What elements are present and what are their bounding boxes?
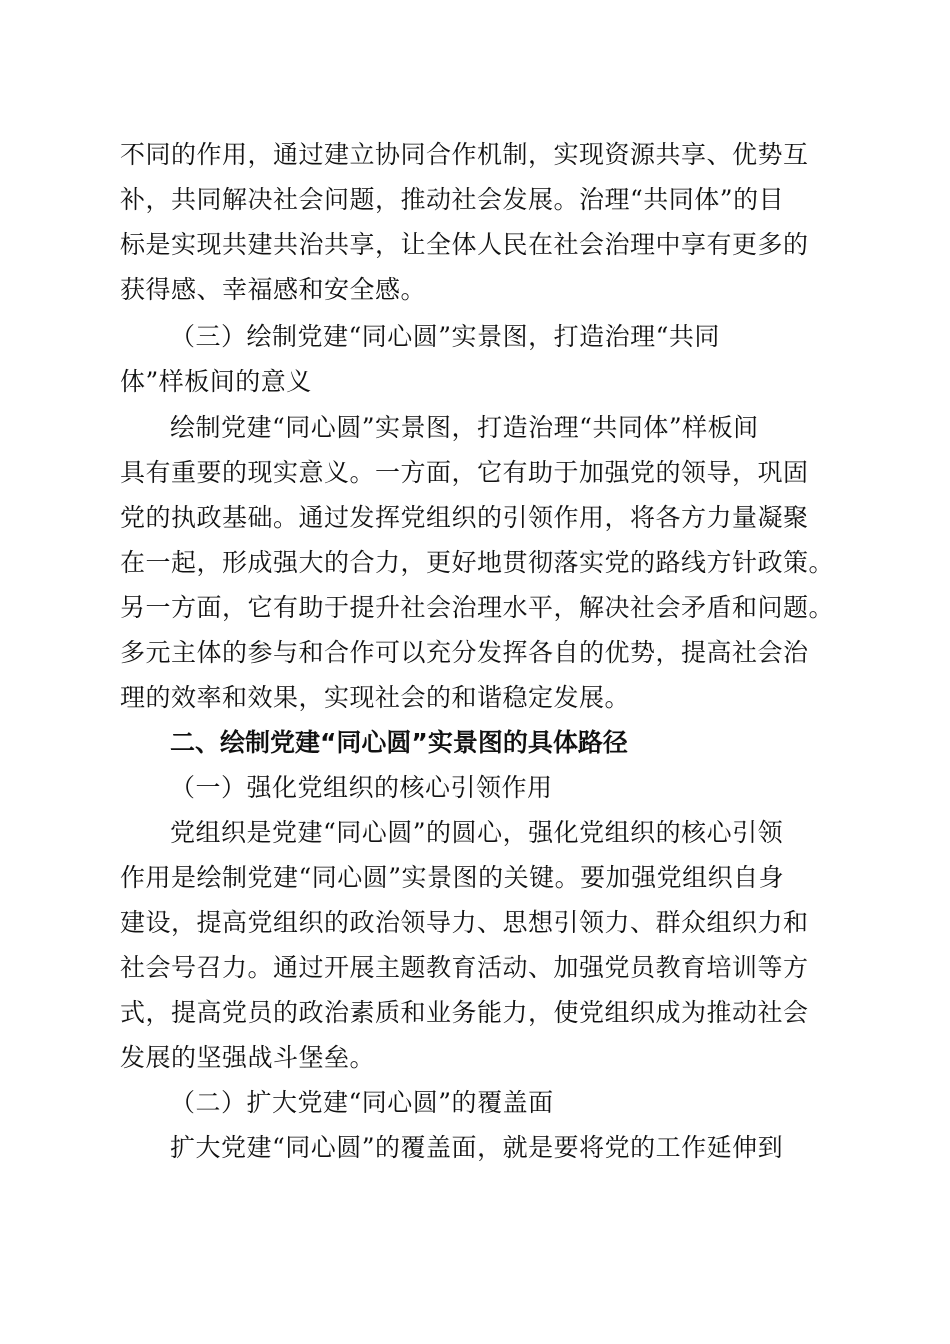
body-line: 具有重要的现实意义。一方面，它有助于加强党的领导，巩固 bbox=[120, 458, 809, 487]
body-line: 在一起，形成强大的合力，更好地贯彻落实党的路线方针政策。 bbox=[120, 548, 835, 577]
body-line: 扩大党建“同心圆”的覆盖面，就是要将党的工作延伸到 bbox=[170, 1133, 784, 1162]
subheading-3-line-2: 体”样板间的意义 bbox=[120, 367, 312, 396]
body-line: 建设，提高党组织的政治领导力、思想引领力、群众组织力和 bbox=[120, 908, 809, 937]
body-line: 不同的作用，通过建立协同合作机制，实现资源共享、优势互 bbox=[120, 140, 809, 169]
body-line: 党组织是党建“同心圆”的圆心，强化党组织的核心引领 bbox=[170, 818, 784, 847]
subheading-3-line-1: （三）绘制党建“同心圆”实景图，打造治理“共同 bbox=[170, 322, 720, 351]
subheading-2: （二）扩大党建“同心圆”的覆盖面 bbox=[170, 1088, 554, 1117]
body-line: 获得感、幸福感和安全感。 bbox=[120, 275, 427, 304]
body-line: 标是实现共建共治共享，让全体人民在社会治理中享有更多的 bbox=[120, 230, 809, 259]
body-line: 发展的坚强战斗堡垒。 bbox=[120, 1043, 376, 1072]
subheading-1: （一）强化党组织的核心引领作用 bbox=[170, 773, 553, 802]
body-line: 作用是绘制党建“同心圆”实景图的关键。要加强党组织自身 bbox=[120, 863, 785, 892]
body-line: 理的效率和效果，实现社会的和谐稳定发展。 bbox=[120, 683, 631, 712]
body-line: 补，共同解决社会问题，推动社会发展。治理“共同体”的目 bbox=[120, 185, 785, 214]
body-line: 多元主体的参与和合作可以充分发挥各自的优势，提高社会治 bbox=[120, 638, 809, 667]
body-line: 社会号召力。通过开展主题教育活动、加强党员教育培训等方 bbox=[120, 953, 809, 982]
body-line: 绘制党建“同心圆”实景图，打造治理“共同体”样板间 bbox=[170, 413, 759, 442]
section-heading-2: 二、绘制党建“同心圆”实景图的具体路径 bbox=[170, 728, 628, 757]
body-line: 式，提高党员的政治素质和业务能力，使党组织成为推动社会 bbox=[120, 998, 809, 1027]
body-line: 另一方面，它有助于提升社会治理水平，解决社会矛盾和问题。 bbox=[120, 593, 835, 622]
body-line: 党的执政基础。通过发挥党组织的引领作用，将各方力量凝聚 bbox=[120, 503, 809, 532]
